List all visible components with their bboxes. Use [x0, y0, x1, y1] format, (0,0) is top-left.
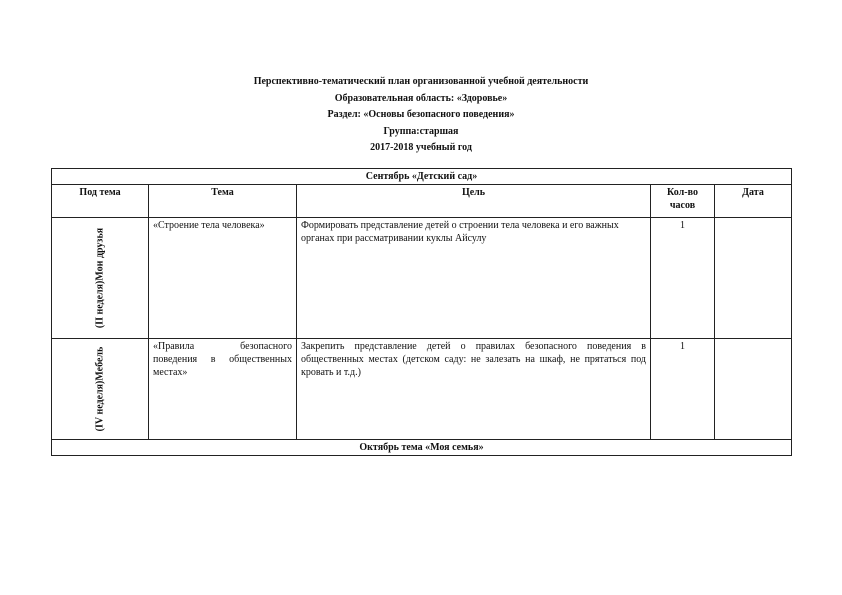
plan-title: Перспективно-тематический план организованной учебной деятельности: [253, 76, 589, 87]
row-date: [715, 218, 792, 339]
table-row: [52, 339, 792, 440]
row-theme: «Строение тела человека»: [149, 218, 297, 339]
table-row: [52, 218, 792, 339]
section-row-october: [52, 440, 792, 456]
row-goal: Формировать представление детей о строении тела человека и его важных органах при рассматривании куклы Айсулу: [297, 218, 651, 339]
document-heading: [0, 74, 842, 157]
row-subtheme-cell: [52, 339, 149, 440]
row-subtheme: (IV неделя)Мебель: [94, 346, 106, 432]
row-subtheme-cell: [52, 218, 149, 339]
row-goal: Закрепить представление детей о правилах безопасного поведения в общественных местах (детском саду: не залезать на шкаф, не прятаться под кровать и т.д.): [297, 339, 651, 440]
header-theme: Тема: [149, 185, 297, 218]
section-october-label: Октябрь тема «Моя семья»: [52, 440, 792, 456]
section-name: Раздел: «Основы безопасного поведения»: [327, 109, 515, 120]
group-name: Группа:старшая: [383, 125, 459, 137]
header-goal: Цель: [297, 185, 651, 218]
row-hours: 1: [651, 339, 715, 440]
header-hours: Кол-во часов: [651, 185, 715, 218]
row-date: [715, 339, 792, 440]
table-header-row: [52, 185, 792, 218]
row-subtheme: (II неделя)Мои друзья: [94, 227, 106, 329]
row-hours: 1: [651, 218, 715, 339]
section-september-label: Сентябрь «Детский сад»: [52, 169, 792, 185]
educational-area: Образовательная область: «Здоровье»: [334, 92, 508, 104]
header-subtheme: Под тема: [52, 185, 149, 218]
academic-year: 2017-2018 учебный год: [370, 142, 472, 153]
header-date: Дата: [715, 185, 792, 218]
plan-table: [51, 168, 792, 456]
row-theme: «Правила безопасного поведения в общественных местах»: [149, 339, 297, 440]
section-row-september: [52, 169, 792, 185]
